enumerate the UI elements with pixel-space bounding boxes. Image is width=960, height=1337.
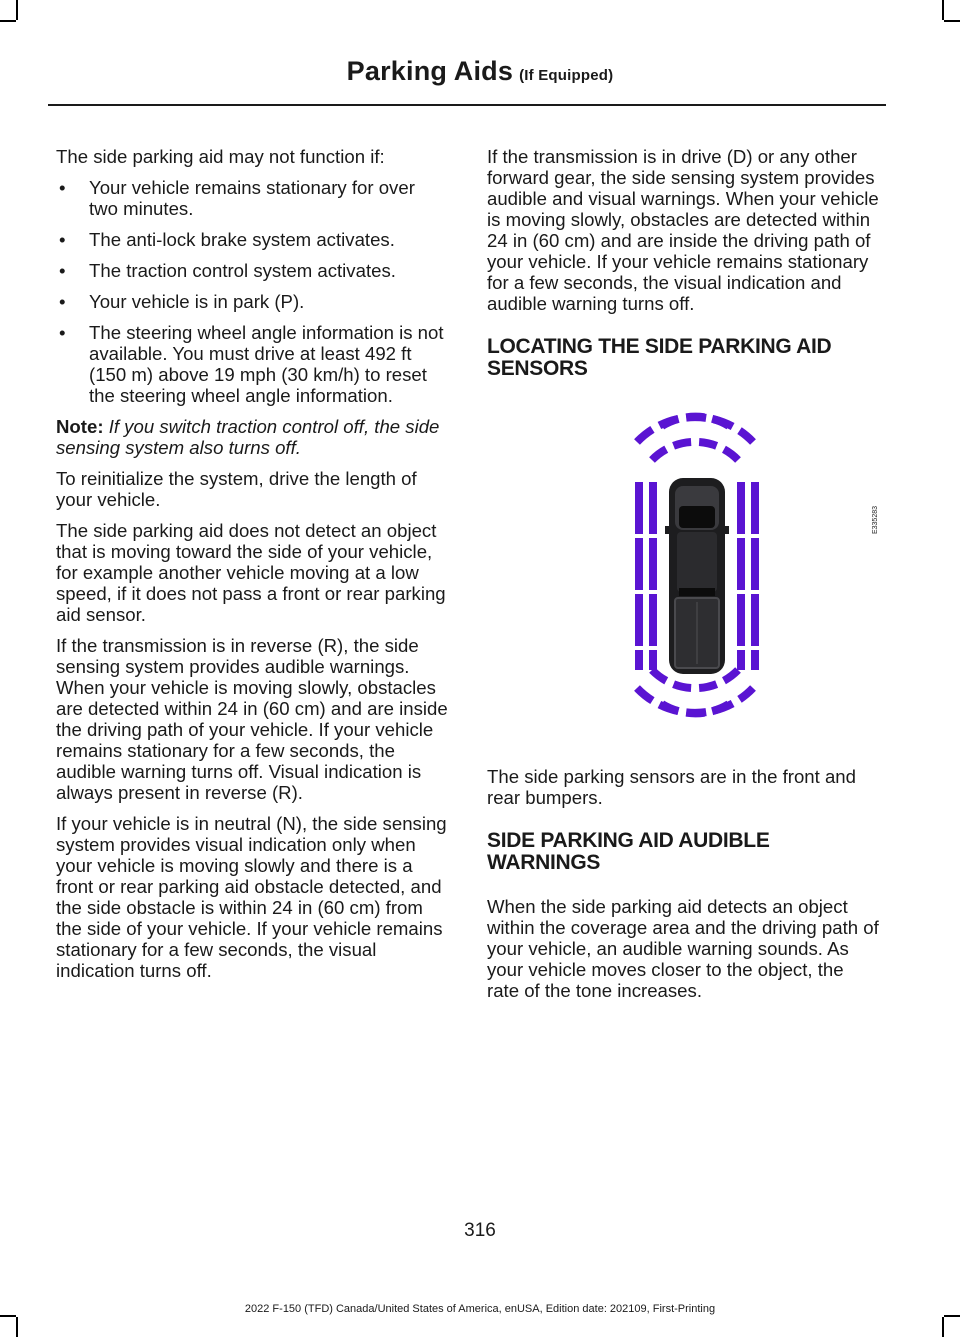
- truck-top-view: [665, 478, 729, 674]
- left-sensor-bar: [649, 482, 657, 534]
- list-item: • The steering wheel angle information is not available. You must drive at least 492 ft (150 m) above 19 mph (30 km/h) to reset the steering wheel angle information.: [56, 322, 448, 406]
- crop-mark: [944, 1315, 960, 1317]
- note-label: Note:: [56, 416, 104, 437]
- sensors-location-text: The side parking sensors are in the front and rear bumpers.: [487, 766, 856, 808]
- crop-mark: [944, 20, 960, 22]
- front-sensor-arc: [652, 442, 738, 460]
- section-heading-locating: LOCATING THE SIDE PARKING AID SENSORS: [487, 335, 832, 380]
- right-sensor-bar: [751, 538, 759, 590]
- left-column: [56, 146, 448, 991]
- sensor-diagram: [487, 402, 879, 732]
- detection-limit-text: The side parking aid does not detect an object that is moving toward the side of your vehicle, for example another vehicle moving at a low speed, if it does not pass a front or rear parking aid sensor.: [56, 520, 446, 625]
- note-text: If you switch traction control off, the side sensing system also turns off.: [56, 416, 440, 458]
- page-number: 316: [464, 1220, 496, 1241]
- chapter-subtitle: (If Equipped): [519, 67, 614, 84]
- right-sensor-bar: [737, 538, 745, 590]
- reverse-text: If the transmission is in reverse (R), the side sensing system provides audible warnings. When your vehicle is moving slowly, obstacles are detected within 24 in (60 cm) and are inside the driving path of your vehicle. If your vehicle remains stationary for a few seconds, the audible warning turns off. Visual indication is always present in reverse (R).: [56, 635, 448, 803]
- left-sensor-bar: [635, 538, 643, 590]
- right-column: [487, 146, 879, 1011]
- left-sensor-bar: [635, 482, 643, 534]
- left-sensor-bar: [635, 594, 643, 646]
- front-sensor-arc: [637, 417, 753, 442]
- left-sensor-bar: [649, 538, 657, 590]
- intro-text: The side parking aid may not function if:: [56, 146, 385, 167]
- crop-mark: [0, 20, 16, 22]
- conditions-list: [56, 177, 448, 406]
- right-sensor-bar: [737, 594, 745, 646]
- right-sensor-bar: [737, 482, 745, 534]
- reinitialize-text: To reinitialize the system, drive the length of your vehicle.: [56, 468, 417, 510]
- right-sensor-bar: [751, 482, 759, 534]
- figure-code: E335283: [872, 506, 879, 535]
- header-rule: [48, 104, 886, 106]
- crop-mark: [16, 0, 18, 20]
- right-sensor-bar: [737, 650, 745, 670]
- front-sensor-arc: [662, 417, 729, 426]
- list-item: • Your vehicle is in park (P).: [56, 291, 448, 312]
- left-sensor-bar: [649, 594, 657, 646]
- crop-mark: [942, 1317, 944, 1337]
- list-item: • Your vehicle remains stationary for over two minutes.: [56, 177, 448, 219]
- left-sensor-bar: [649, 650, 657, 670]
- right-sensor-bar: [751, 650, 759, 670]
- chapter-title: Parking Aids: [346, 56, 514, 86]
- left-sensor-bar: [635, 650, 643, 670]
- sensor-figure: [487, 402, 879, 732]
- page-title: [0, 56, 960, 87]
- section-heading-audible: SIDE PARKING AID AUDIBLE WARNINGS: [487, 829, 770, 874]
- list-item: • The anti-lock brake system activates.: [56, 229, 448, 250]
- crop-mark: [942, 0, 944, 20]
- drive-text: If the transmission is in drive (D) or any other forward gear, the side sensing system provides audible and visual warnings. When your vehicle is moving slowly, obstacles are detected within 24 in (60 cm) and are inside the driving path of your vehicle. If your vehicle remains stationary for a few seconds, the visual indication and audible warning turns off.: [487, 146, 879, 314]
- list-item: • The traction control system activates.: [56, 260, 448, 281]
- audible-warning-text: When the side parking aid detects an object within the coverage area and the driving path of your vehicle, an audible warning sounds. As your vehicle moves closer to the object, the rate of the tone increases.: [487, 896, 879, 1001]
- footer-text: 2022 F-150 (TFD) Canada/United States of America, enUSA, Edition date: 202109, First-Printing: [244, 1303, 716, 1315]
- crop-mark: [0, 1315, 16, 1317]
- neutral-text: If your vehicle is in neutral (N), the side sensing system provides visual indication only when your vehicle is moving slowly and there is a front or rear parking aid obstacle detected, and the side obstacle is within 24 in (60 cm) from the side of your vehicle. If your vehicle remains stationary for a few seconds, the visual indication turns off.: [56, 813, 447, 981]
- note: [56, 416, 448, 458]
- crop-mark: [16, 1317, 18, 1337]
- rear-sensor-arc: [662, 704, 729, 713]
- right-sensor-bar: [751, 594, 759, 646]
- rear-sensor-arc: [637, 688, 753, 713]
